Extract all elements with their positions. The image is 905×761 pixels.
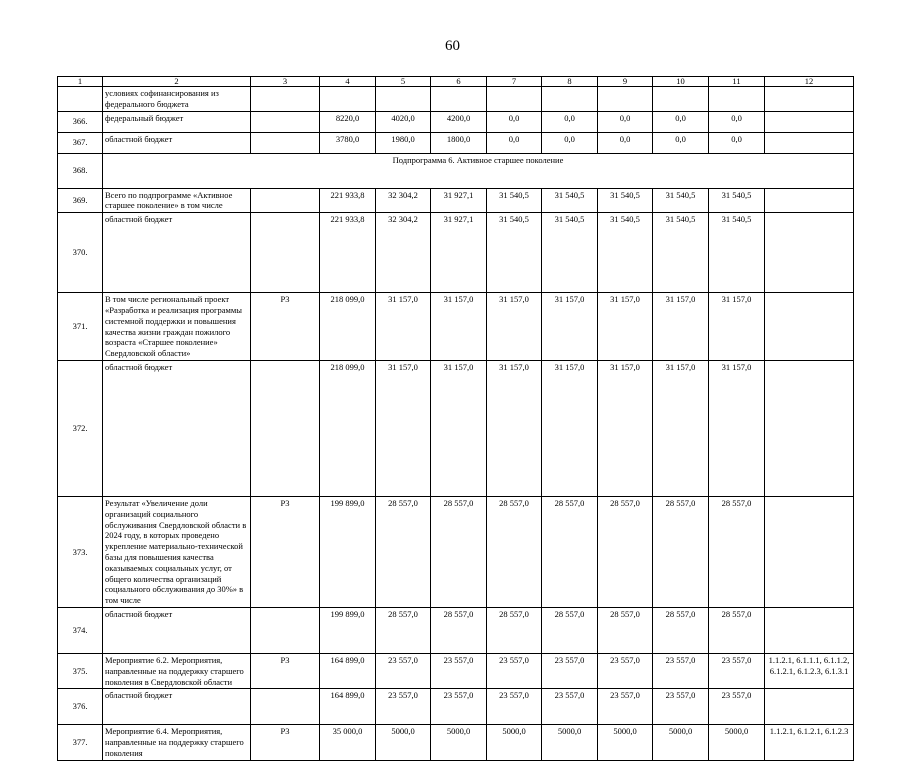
value-cell: 32 304,2 — [376, 213, 431, 293]
value-cell — [598, 87, 653, 112]
value-cell: 31 540,5 — [598, 188, 653, 213]
value-cell: 0,0 — [709, 111, 765, 132]
target-indicators — [765, 293, 854, 361]
table-row — [58, 496, 854, 607]
value-cell: 31 157,0 — [709, 360, 765, 496]
value-cell: 5000,0 — [487, 725, 542, 760]
value-cell: 31 157,0 — [487, 360, 542, 496]
value-cell: 28 557,0 — [709, 607, 765, 653]
row-number: 369. — [58, 188, 103, 213]
value-cell: 31 540,5 — [709, 213, 765, 293]
target-indicators: 1.1.2.1, 6.1.2.1, 6.1.2.3 — [765, 725, 854, 760]
value-cell: 218 099,0 — [320, 293, 376, 361]
value-cell: 0,0 — [542, 111, 598, 132]
column-number-header: 11 — [709, 77, 765, 87]
value-cell: 28 557,0 — [709, 496, 765, 607]
row-number: 370. — [58, 213, 103, 293]
value-cell: 5000,0 — [542, 725, 598, 760]
row-name: областной бюджет — [103, 607, 251, 653]
value-cell: 0,0 — [487, 132, 542, 153]
row-name: Мероприятие 6.2. Мероприятия, направленные на поддержку старшего поколения в Свердловской области — [103, 653, 251, 688]
target-indicators: 1.1.2.1, 6.1.1.1, 6.1.1.2, 6.1.2.1, 6.1.2.3, 6.1.3.1 — [765, 653, 854, 688]
value-cell: 0,0 — [709, 132, 765, 153]
column-number-header: 6 — [431, 77, 487, 87]
table-row — [58, 293, 854, 361]
column-number-header: 10 — [653, 77, 709, 87]
value-cell: 8220,0 — [320, 111, 376, 132]
value-cell: 23 557,0 — [598, 689, 653, 725]
value-cell: 0,0 — [653, 111, 709, 132]
value-cell: 23 557,0 — [653, 689, 709, 725]
value-cell: 31 157,0 — [431, 293, 487, 361]
value-cell: 31 157,0 — [376, 360, 431, 496]
value-cell: 164 899,0 — [320, 689, 376, 725]
value-cell: 3780,0 — [320, 132, 376, 153]
target-indicators — [765, 496, 854, 607]
value-cell: 31 157,0 — [598, 293, 653, 361]
value-cell: 0,0 — [542, 132, 598, 153]
row-number: 366. — [58, 111, 103, 132]
value-cell: 31 157,0 — [598, 360, 653, 496]
program-code — [251, 132, 320, 153]
value-cell: 4200,0 — [431, 111, 487, 132]
target-indicators — [765, 360, 854, 496]
row-name: Мероприятие 6.4. Мероприятия, направленные на поддержку старшего поколения — [103, 725, 251, 760]
value-cell: 32 304,2 — [376, 188, 431, 213]
value-cell: 221 933,8 — [320, 188, 376, 213]
value-cell — [487, 87, 542, 112]
column-number-header: 8 — [542, 77, 598, 87]
table-row — [58, 213, 854, 293]
program-code — [251, 188, 320, 213]
value-cell: 31 157,0 — [709, 293, 765, 361]
value-cell: 31 157,0 — [376, 293, 431, 361]
program-code: Р3 — [251, 725, 320, 760]
value-cell: 5000,0 — [376, 725, 431, 760]
program-code: Р3 — [251, 293, 320, 361]
program-code — [251, 213, 320, 293]
row-name: В том числе региональный проект «Разработка и реализация программы системной поддержки и повышения качества жизни граждан пожилого возраста «Старшее поколение» Свердловской области» — [103, 293, 251, 361]
value-cell: 218 099,0 — [320, 360, 376, 496]
row-name: федеральный бюджет — [103, 111, 251, 132]
value-cell: 23 557,0 — [376, 689, 431, 725]
table-row — [58, 153, 854, 188]
budget-table — [57, 76, 854, 761]
column-number-header: 12 — [765, 77, 854, 87]
table-row — [58, 111, 854, 132]
value-cell: 5000,0 — [653, 725, 709, 760]
value-cell: 23 557,0 — [709, 689, 765, 725]
column-number-header: 9 — [598, 77, 653, 87]
table-row — [58, 653, 854, 688]
target-indicators — [765, 188, 854, 213]
value-cell: 164 899,0 — [320, 653, 376, 688]
column-number-header: 4 — [320, 77, 376, 87]
value-cell: 199 899,0 — [320, 607, 376, 653]
row-number: 372. — [58, 360, 103, 496]
value-cell: 31 540,5 — [598, 213, 653, 293]
table-row — [58, 360, 854, 496]
row-number — [58, 87, 103, 112]
value-cell: 4020,0 — [376, 111, 431, 132]
target-indicators — [765, 607, 854, 653]
value-cell: 28 557,0 — [376, 496, 431, 607]
value-cell: 28 557,0 — [598, 496, 653, 607]
value-cell: 5000,0 — [431, 725, 487, 760]
row-name: Всего по подпрограмме «Активное старшее поколение» в том числе — [103, 188, 251, 213]
row-name: областной бюджет — [103, 360, 251, 496]
row-number: 367. — [58, 132, 103, 153]
value-cell: 31 540,5 — [709, 188, 765, 213]
row-name: областной бюджет — [103, 689, 251, 725]
value-cell: 28 557,0 — [653, 607, 709, 653]
table-row — [58, 689, 854, 725]
program-code — [251, 111, 320, 132]
value-cell: 0,0 — [653, 132, 709, 153]
value-cell: 221 933,8 — [320, 213, 376, 293]
value-cell — [376, 87, 431, 112]
value-cell: 28 557,0 — [598, 607, 653, 653]
row-number: 371. — [58, 293, 103, 361]
table-row — [58, 87, 854, 112]
value-cell — [653, 87, 709, 112]
column-number-header: 3 — [251, 77, 320, 87]
value-cell: 28 557,0 — [542, 607, 598, 653]
column-number-header: 1 — [58, 77, 103, 87]
value-cell: 23 557,0 — [709, 653, 765, 688]
value-cell: 23 557,0 — [542, 689, 598, 725]
target-indicators — [765, 87, 854, 112]
value-cell: 28 557,0 — [542, 496, 598, 607]
value-cell: 23 557,0 — [487, 653, 542, 688]
program-code — [251, 87, 320, 112]
column-number-row — [58, 77, 854, 87]
value-cell: 31 157,0 — [542, 360, 598, 496]
row-name: областной бюджет — [103, 132, 251, 153]
row-name: Результат «Увеличение доли организаций социального обслуживания Свердловской области в 2024 году, в которых проведено укрепление материально-технической базы для повышения качества оказываемых социальных услуг, от общего количества организаций социального обслуживания до 30%» в том числе — [103, 496, 251, 607]
table-row — [58, 607, 854, 653]
value-cell — [320, 87, 376, 112]
value-cell: 23 557,0 — [542, 653, 598, 688]
table-row — [58, 188, 854, 213]
value-cell: 31 927,1 — [431, 188, 487, 213]
value-cell: 31 927,1 — [431, 213, 487, 293]
column-number-header: 2 — [103, 77, 251, 87]
row-name: условиях софинансирования из федерального бюджета — [103, 87, 251, 112]
value-cell: 31 540,5 — [487, 213, 542, 293]
page-number: 60 — [445, 38, 460, 54]
column-number-header: 5 — [376, 77, 431, 87]
value-cell: 5000,0 — [709, 725, 765, 760]
value-cell: 31 540,5 — [487, 188, 542, 213]
target-indicators — [765, 213, 854, 293]
row-number: 368. — [58, 153, 103, 188]
value-cell: 31 157,0 — [542, 293, 598, 361]
program-code — [251, 360, 320, 496]
value-cell: 31 540,5 — [542, 188, 598, 213]
program-code — [251, 607, 320, 653]
value-cell: 28 557,0 — [376, 607, 431, 653]
target-indicators — [765, 689, 854, 725]
row-number: 374. — [58, 607, 103, 653]
value-cell: 23 557,0 — [653, 653, 709, 688]
value-cell: 0,0 — [598, 111, 653, 132]
row-number: 376. — [58, 689, 103, 725]
row-number: 377. — [58, 725, 103, 760]
value-cell: 23 557,0 — [431, 653, 487, 688]
row-number: 375. — [58, 653, 103, 688]
value-cell: 23 557,0 — [487, 689, 542, 725]
value-cell: 31 157,0 — [487, 293, 542, 361]
value-cell: 0,0 — [487, 111, 542, 132]
value-cell: 23 557,0 — [431, 689, 487, 725]
program-code: Р3 — [251, 653, 320, 688]
value-cell: 28 557,0 — [653, 496, 709, 607]
value-cell: 23 557,0 — [376, 653, 431, 688]
value-cell: 31 157,0 — [653, 293, 709, 361]
row-name: областной бюджет — [103, 213, 251, 293]
value-cell: 31 157,0 — [653, 360, 709, 496]
value-cell: 1800,0 — [431, 132, 487, 153]
table-row — [58, 132, 854, 153]
value-cell: 0,0 — [598, 132, 653, 153]
value-cell — [431, 87, 487, 112]
value-cell: 28 557,0 — [487, 496, 542, 607]
value-cell: 28 557,0 — [431, 496, 487, 607]
section-title: Подпрограмма 6. Активное старшее поколение — [103, 153, 854, 188]
program-code: Р3 — [251, 496, 320, 607]
value-cell: 31 540,5 — [542, 213, 598, 293]
target-indicators — [765, 111, 854, 132]
program-code — [251, 689, 320, 725]
value-cell — [542, 87, 598, 112]
value-cell: 1980,0 — [376, 132, 431, 153]
value-cell: 5000,0 — [598, 725, 653, 760]
value-cell: 31 540,5 — [653, 213, 709, 293]
table-row — [58, 725, 854, 760]
value-cell: 199 899,0 — [320, 496, 376, 607]
value-cell — [709, 87, 765, 112]
value-cell: 35 000,0 — [320, 725, 376, 760]
row-number: 373. — [58, 496, 103, 607]
value-cell: 23 557,0 — [598, 653, 653, 688]
value-cell: 31 157,0 — [431, 360, 487, 496]
value-cell: 28 557,0 — [431, 607, 487, 653]
value-cell: 28 557,0 — [487, 607, 542, 653]
target-indicators — [765, 132, 854, 153]
column-number-header: 7 — [487, 77, 542, 87]
value-cell: 31 540,5 — [653, 188, 709, 213]
